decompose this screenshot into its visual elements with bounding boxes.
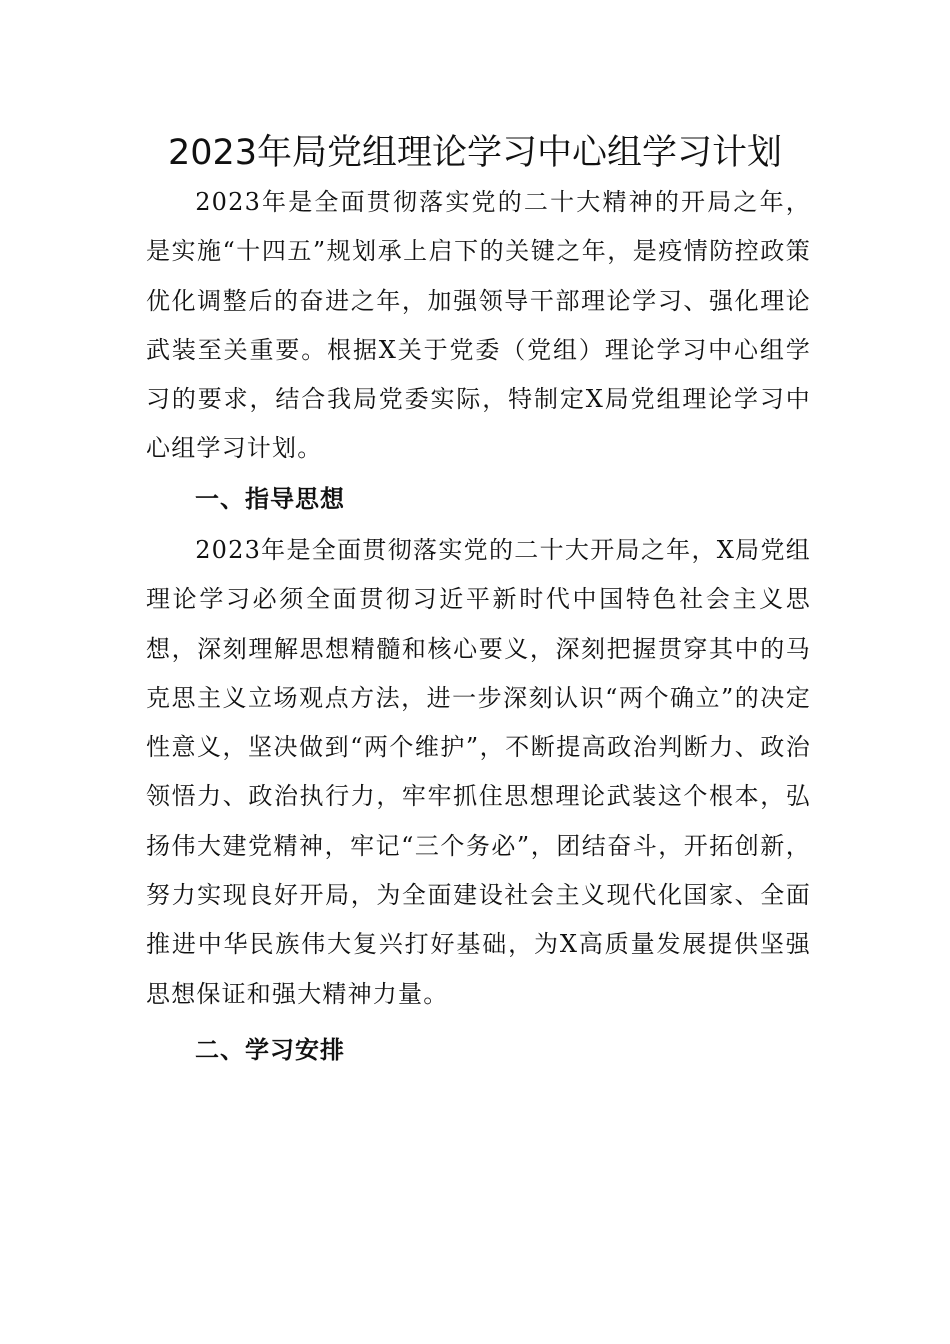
section-heading-guiding-ideology: 一、指导思想 <box>195 485 345 513</box>
intro-paragraph: 2023年是全面贯彻落实党的二十大精神的开局之年，是实施“十四五”规划承上启下的关键之年，是疫情防控政策优化调整后的奋进之年，加强领导干部理论学习、强化理论武装至关重要。根据X关于党委（党组）理论学习中心组学习的要求，结合我局党委实际，特制定X局党组理论学习中心组学习计划。 <box>146 188 811 463</box>
guiding-ideology-paragraph: 2023年是全面贯彻落实党的二十大开局之年，X局党组理论学习必须全面贯彻习近平新时代中国特色社会主义思想，深刻理解思想精髓和核心要义，深刻把握贯穿其中的马克思主义立场观点方法，进一步深刻认识“两个确立”的决定性意义，坚决做到“两个维护”，不断提高政治判断力、政治领悟力、政治执行力，牢牢抓住思想理论武装这个根本，弘扬伟大建党精神，牢记“三个务必”，团结奋斗，开拓创新，努力实现良好开局，为全面建设社会主义现代化国家、全面推进中华民族伟大复兴打好基础，为X高质量发展提供坚强思想保证和强大精神力量。 <box>146 536 811 1008</box>
section-heading-study-arrangement: 二、学习安排 <box>195 1036 345 1064</box>
document-title: 2023年局党组理论学习中心组学习计划 <box>167 133 783 173</box>
